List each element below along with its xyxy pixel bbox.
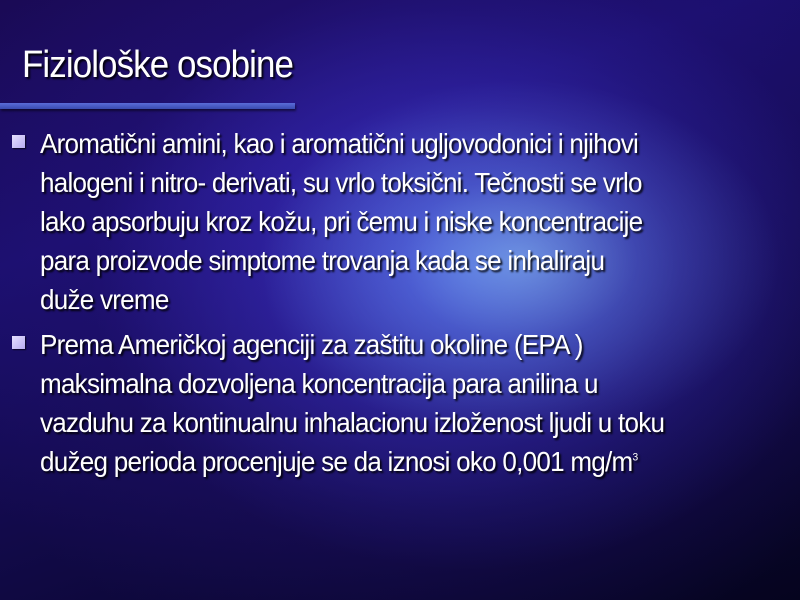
slide-title: Fiziološke osobine — [22, 44, 294, 86]
bullet-text — [40, 325, 784, 481]
bullet-line: para proizvode simptome trovanja kada se inhaliraju — [40, 245, 605, 276]
bullet-list — [12, 124, 792, 487]
bullet-line: lako apsorbuju kroz kožu, pri čemu i niske koncentracije — [40, 206, 643, 237]
bullet-line: dužeg perioda procenjuje se da iznosi oko 0,001 mg/m — [40, 446, 633, 477]
bullet-line: duže vreme — [40, 284, 169, 315]
unit-superscript: 3 — [632, 451, 638, 464]
bullet-line: halogeni i nitro- derivati, su vrlo toksični. Tečnosti se vrlo — [40, 167, 642, 198]
title-underline — [0, 103, 295, 109]
bullet-item — [12, 124, 792, 319]
bullet-line: maksimalna dozvoljena koncentracija para anilina u — [40, 368, 598, 399]
square-bullet-icon — [12, 336, 25, 349]
bullet-line: vazduhu za kontinualnu inhalacionu izloženost ljudi u toku — [40, 407, 665, 438]
bullet-text — [40, 124, 784, 319]
bullet-line: Prema Američkoj agenciji za zaštitu okoline (EPA ) — [40, 329, 583, 360]
bullet-item — [12, 325, 792, 481]
bullet-line-with-unit — [40, 442, 784, 481]
square-bullet-icon — [12, 135, 25, 148]
bullet-line: Aromatični amini, kao i aromatični ugljovodonici i njihovi — [40, 128, 639, 159]
